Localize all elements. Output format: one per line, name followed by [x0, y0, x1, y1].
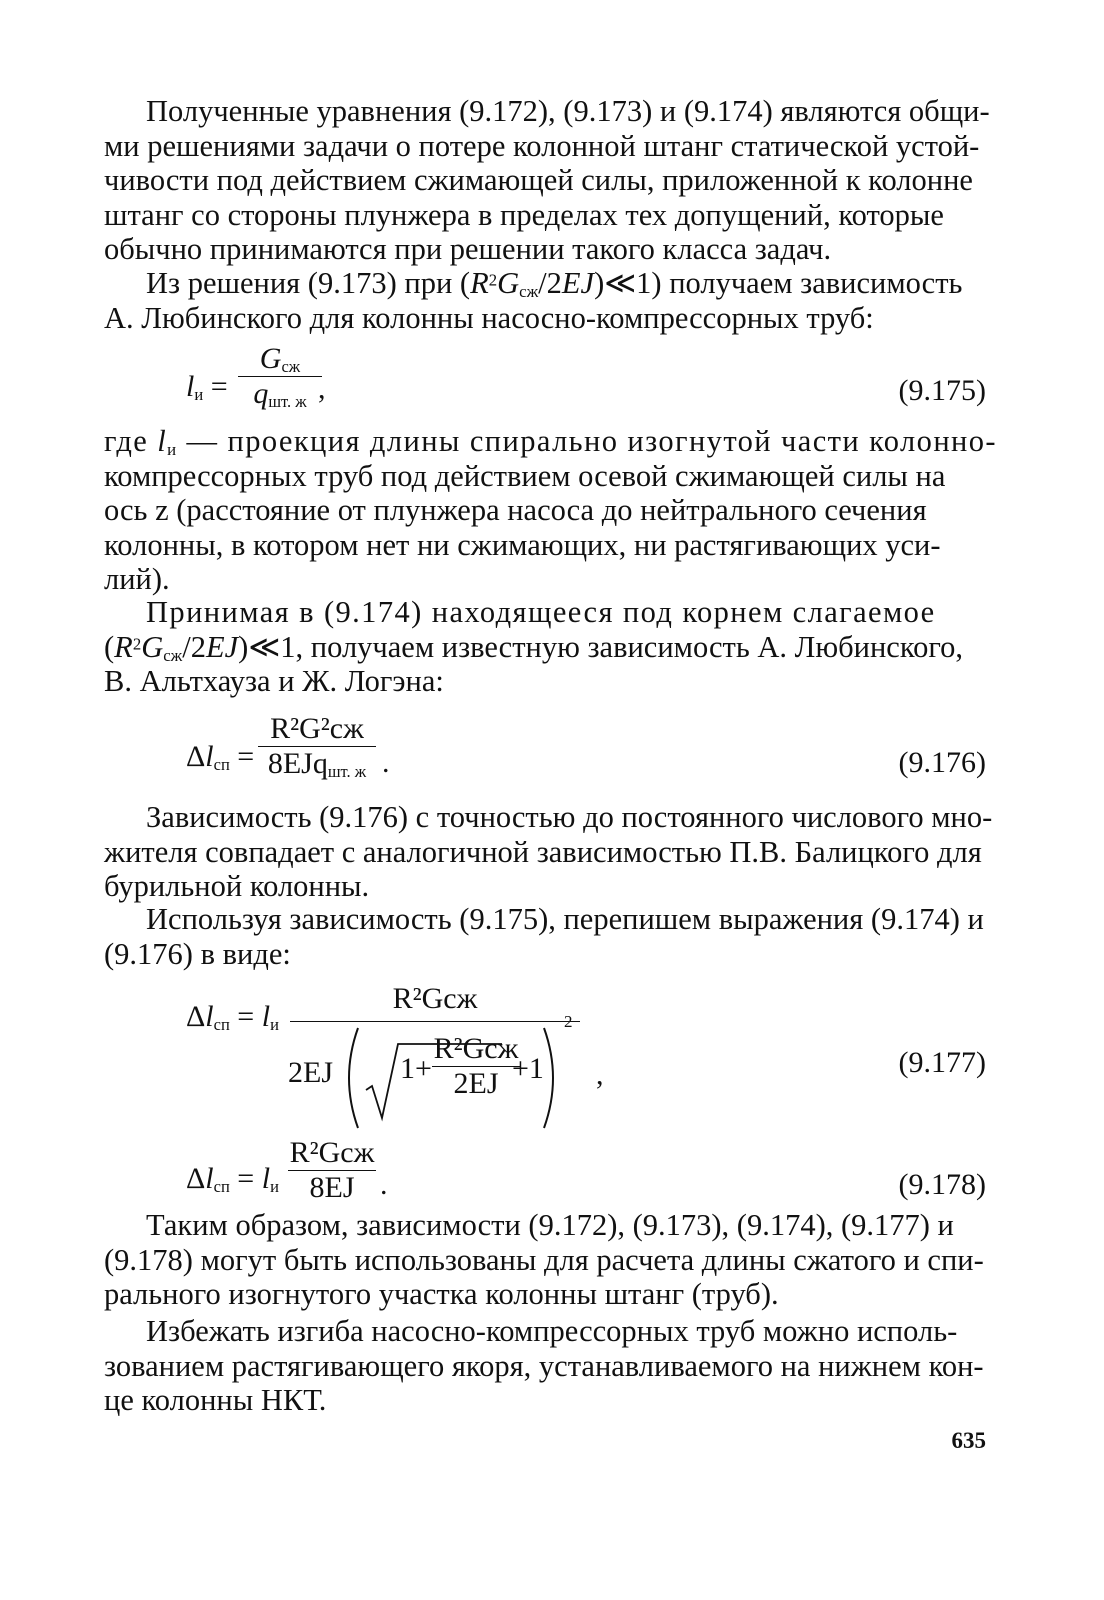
paragraph-7	[104, 1208, 998, 1312]
text-line: обычно принимаются при решении такого класса задач.	[104, 232, 832, 266]
text-line: Полученные уравнения (9.172), (9.173) и (9.174) являются общи-	[146, 94, 990, 128]
paragraph-1	[104, 94, 998, 267]
fraction-denominator: 8EJ	[309, 1171, 355, 1204]
equation-punctuation: ,	[596, 1058, 604, 1091]
text-line: компрессорных труб под действием осевой сжимающей силы на	[104, 458, 946, 493]
paragraph-8	[104, 1314, 998, 1418]
inner-fraction-numerator: R²Gсж	[433, 1032, 519, 1065]
paragraph-6	[104, 902, 998, 971]
fraction	[258, 712, 376, 781]
fraction-numerator: R²Gсж	[392, 982, 478, 1015]
text-line: Таким образом, зависимости (9.172), (9.173), (9.174), (9.177) и	[146, 1208, 954, 1242]
square-exponent: 2	[564, 1012, 573, 1031]
fraction-numerator: R²G²сж	[270, 712, 364, 745]
text-line: Используя зависимость (9.175), перепишем выражения (9.174) и	[146, 902, 984, 936]
equation-9-175	[0, 340, 1104, 430]
paragraph-2	[104, 266, 998, 335]
inner-fraction-denominator: 2EJ	[453, 1067, 499, 1100]
fraction	[288, 1136, 376, 1205]
text-line: це колонны НКТ.	[104, 1383, 327, 1417]
plus-one: +1	[512, 1052, 544, 1085]
equation-9-176	[0, 708, 1104, 804]
text-line: В. Альтхауза и Ж. Логэна:	[104, 664, 444, 698]
text-line: где $l_и$ — проекция длины спирально изогнутой части колонно-	[104, 424, 997, 460]
denominator-factor: 2EJ	[288, 1056, 333, 1089]
page-number: 635	[951, 1428, 986, 1453]
fraction	[238, 342, 322, 411]
inner-fraction	[432, 1032, 520, 1101]
paragraph-4	[104, 595, 998, 699]
paragraph-5	[104, 800, 998, 904]
text-line: жителя совпадает с аналогичной зависимостью П.В. Балицкого для	[104, 834, 982, 869]
text-line: зованием растягивающего якоря, устанавливаемого на нижнем кон-	[104, 1348, 984, 1383]
text-line: штанг со стороны плунжера в пределах тех допущений, которые	[104, 197, 944, 232]
text-line: Из решения (9.173) при $(R^2G_{сж}/2EJ)≪1$) получаем зависимость	[146, 266, 963, 302]
equation-lhs: $\Delta l_{сп} = l_и$	[186, 1000, 279, 1035]
equation-number: (9.177)	[898, 1046, 986, 1079]
text-line: Зависимость (9.176) с точностью до постоянного числового мно-	[146, 800, 993, 834]
equation-punctuation: .	[380, 1168, 388, 1201]
text-line: чивости под действием сжимающей силы, приложенной к колонне	[104, 163, 973, 197]
fraction-numerator: $G_{сж}$	[259, 342, 301, 377]
paragraph-3	[104, 424, 998, 597]
text-line: (9.176) в виде:	[104, 936, 291, 971]
equation-lhs: $\Delta l_{сп} = l_и$	[186, 1162, 279, 1197]
equation-9-177	[0, 982, 1104, 1134]
text-line: бурильной колонны.	[104, 869, 370, 903]
text-line: Избежать изгиба насосно-компрессорных труб можно исполь-	[146, 1314, 958, 1348]
equation-lhs: $\Delta l_{сп}$ =	[186, 740, 255, 775]
radical-term: 1+	[400, 1052, 432, 1085]
fraction-numerator: R²Gсж	[289, 1136, 375, 1169]
equation-number: (9.176)	[898, 746, 986, 779]
text-line: А. Любинского для колонны насосно-компрессорных труб:	[104, 300, 874, 335]
equation-lhs: $l_и$ =	[186, 370, 228, 405]
text-line: рального изогнутого участка колонны штанг (труб).	[104, 1277, 779, 1311]
text-line: ми решениями задачи о потере колонной штанг статической устой-	[104, 128, 980, 163]
equation-number: (9.175)	[898, 374, 986, 407]
equation-punctuation: .	[382, 746, 390, 779]
equation-number: (9.178)	[898, 1168, 986, 1201]
text-line: Принимая в (9.174) находящееся под корнем слагаемое	[146, 595, 936, 629]
fraction-denominator: 8EJq$_{шт. ж}$	[267, 747, 367, 782]
text-line: лий).	[104, 562, 170, 596]
equation-punctuation: ,	[318, 372, 326, 405]
text-line: $(R^2G_{сж}/2EJ)≪1$, получаем известную зависимость А. Любинского,	[104, 629, 963, 665]
text-line: колонны, в котором нет ни сжимающих, ни растягивающих уси-	[104, 527, 941, 562]
text-line: ось z (расстояние от плунжера насоса до нейтрального сечения	[104, 493, 927, 527]
fraction-denominator: $q_{шт. ж}$	[253, 377, 307, 412]
text-line: (9.178) могут быть использованы для расчета длины сжатого и спи-	[104, 1242, 984, 1277]
